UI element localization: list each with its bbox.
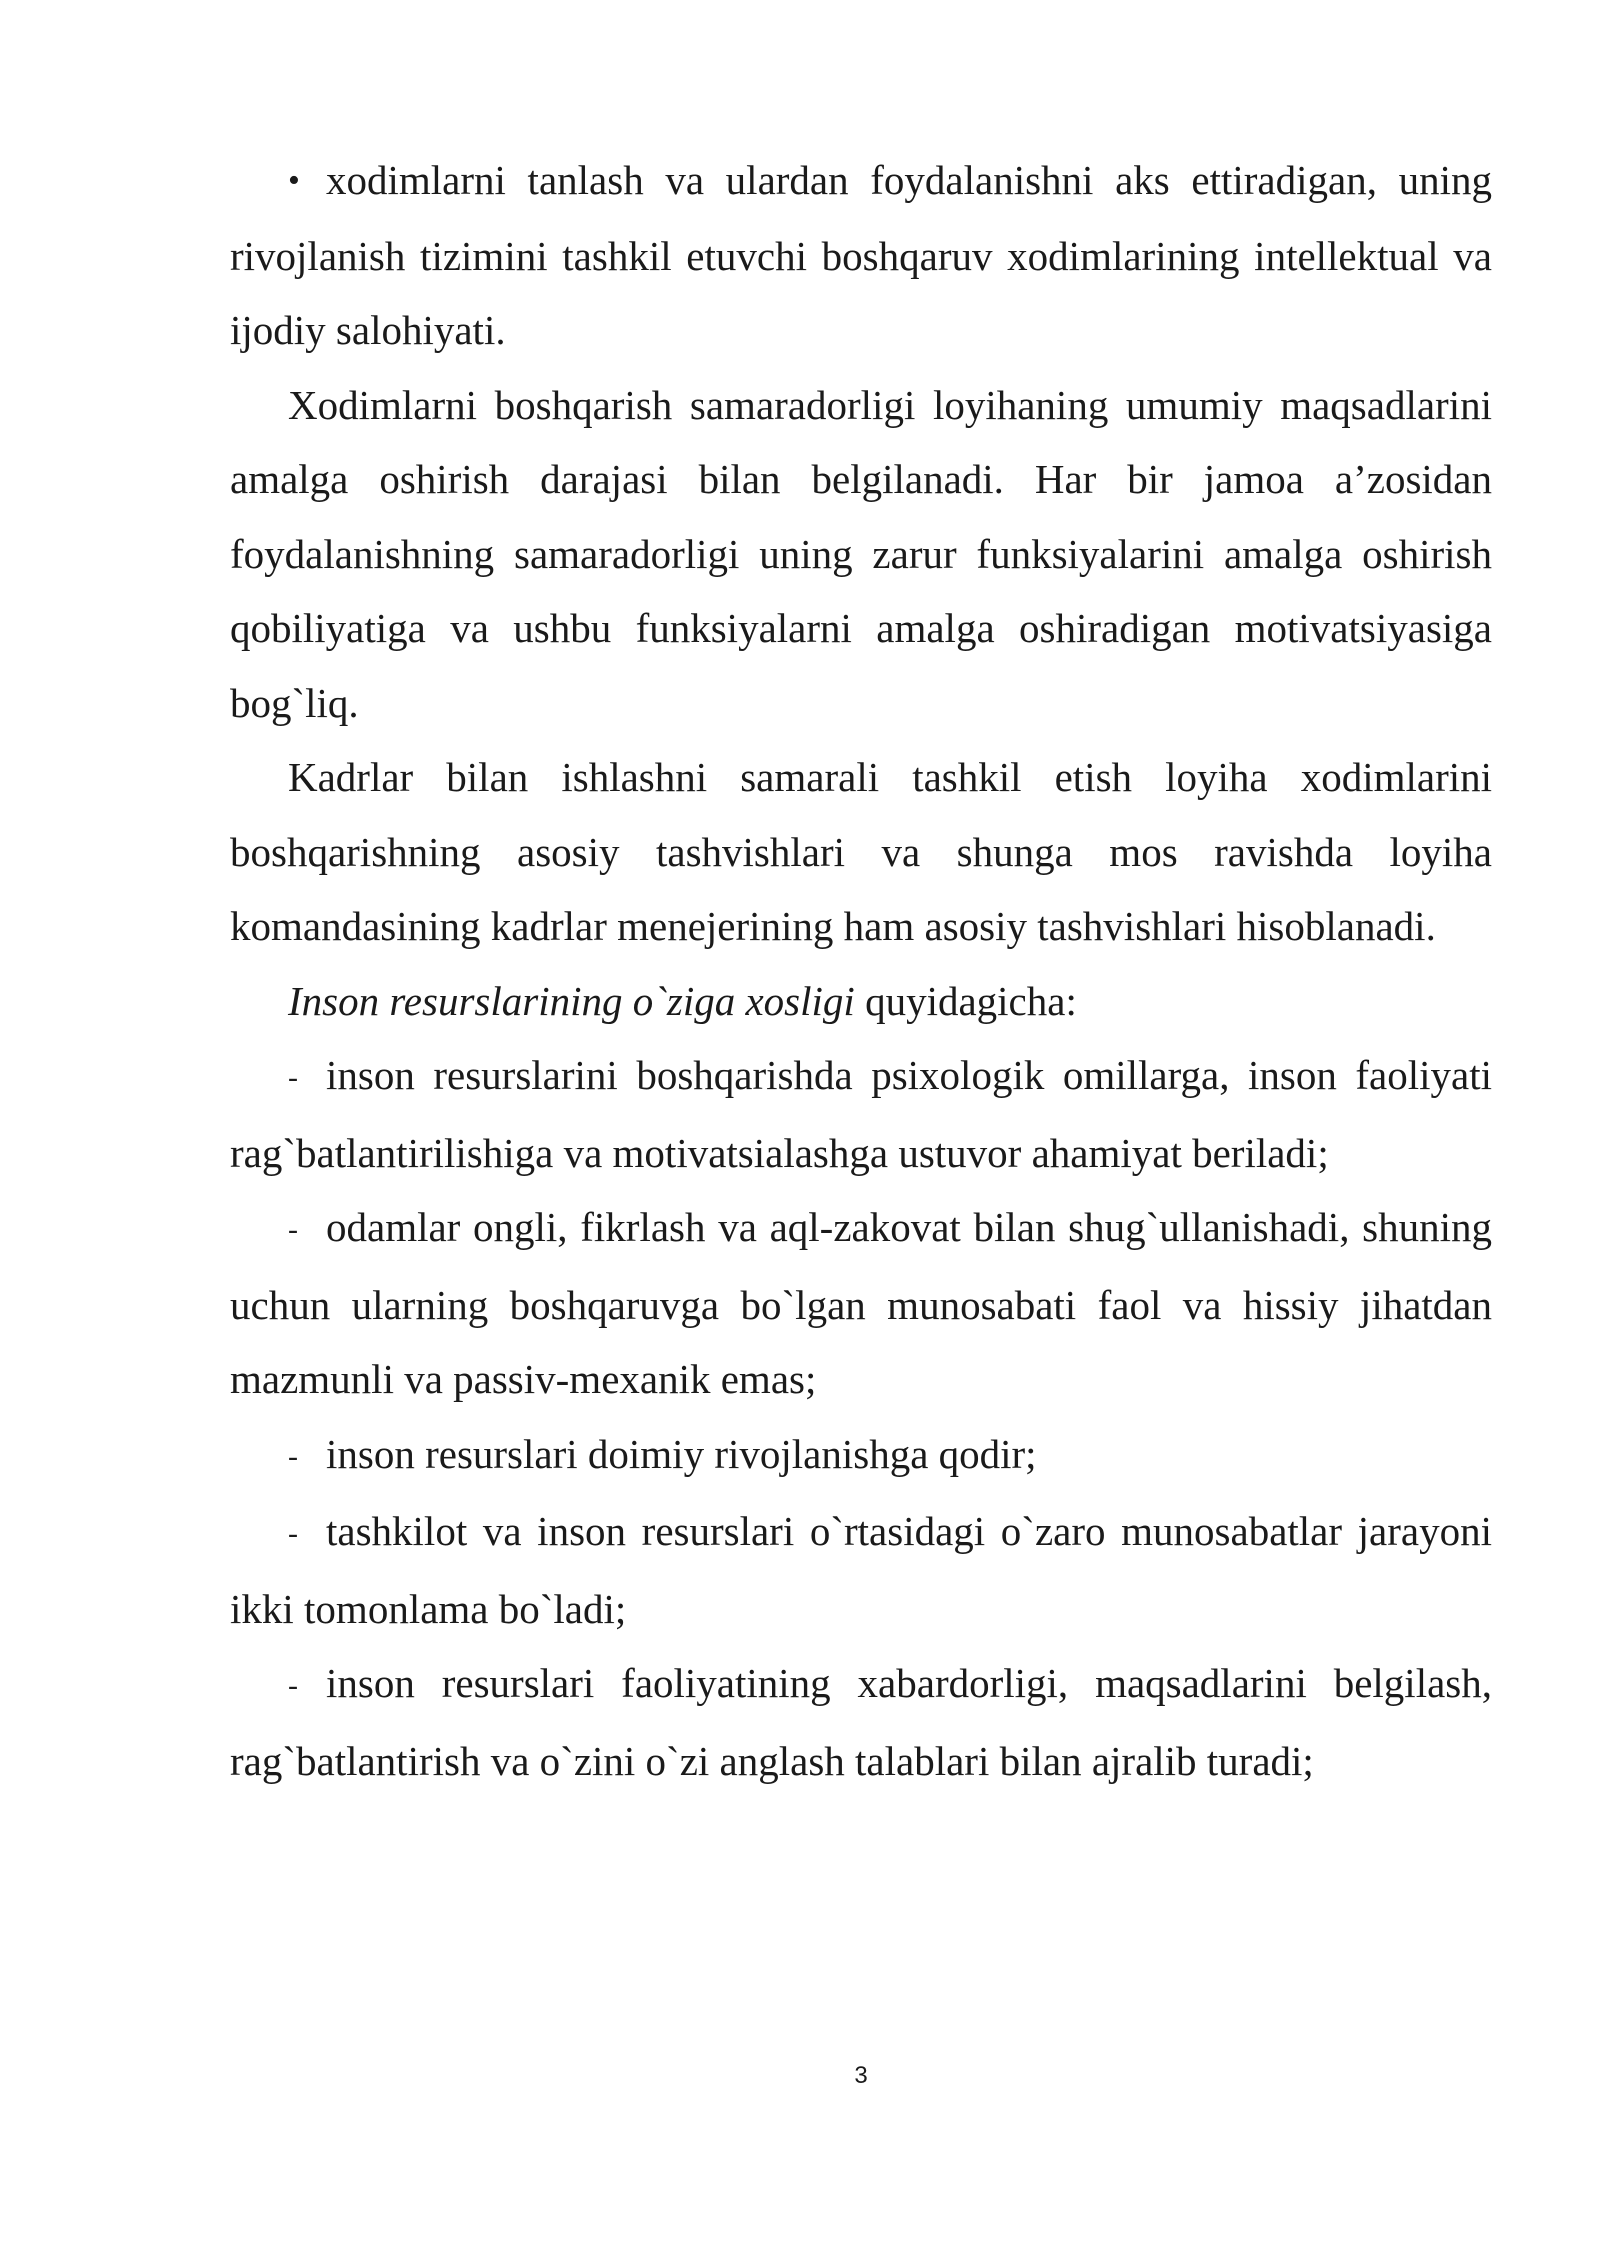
list-item-continuous-development: [230, 1417, 1492, 1495]
paragraph-text: Xodimlarni boshqarish samaradorligi loyihaning umumiy maqsadlarini amalga oshirish darajasi bilan belgilanadi. Har bir jamoa a’zosidan foydalanishning samaradorligi uning zarur funksiyalarini amalga oshirish qobiliyatiga va ushbu funksiyalarni amalga oshiradigan motivatsiyasiga bog`liq.: [230, 381, 1492, 726]
paragraph-text: xodimlarni tanlash va ulardan foydalanishni aks ettiradigan, uning rivojlanish tizimini tashkil etuvchi boshqaruv xodimlarining intellektual va ijodiy salohiyati.: [230, 157, 1492, 353]
list-item-text: inson resurslari doimiy rivojlanishga qodir;: [326, 1430, 1037, 1477]
list-item-text: inson resurslari faoliyatining xabardorligi, maqsadlarini belgilash, rag`batlantirish va o`zini o`zi anglash talablari bilan ajralib turadi;: [230, 1660, 1492, 1784]
paragraph-text: quyidagicha:: [854, 977, 1077, 1024]
list-item-conscious-people: [230, 1190, 1492, 1417]
page-body: [230, 143, 1492, 1798]
list-item-psychological-factors: [230, 1038, 1492, 1190]
italic-term: Inson resurslarining o`ziga xosligi: [288, 977, 855, 1024]
dash-marker: -: [288, 1061, 298, 1094]
paragraph-text: Kadrlar bilan ishlashni samarali tashkil etish loyiha xodimlarini boshqarishning asosiy tashvishlari va shunga mos ravishda loyiha komandasining kadrlar menejerining ham asosiy tashvishlari hisoblanadi.: [230, 754, 1492, 949]
dash-marker: -: [288, 1517, 298, 1550]
page-number: 3: [854, 2062, 868, 2089]
list-item-awareness-requirements: [230, 1646, 1492, 1798]
list-item-two-way-relations: [230, 1494, 1492, 1646]
paragraph-management-efficiency: [230, 368, 1492, 741]
bullet-paragraph-intellectual-potential: [230, 143, 1492, 368]
list-item-text: tashkilot va inson resurslari o`rtasidagi o`zaro munosabatlar jarayoni ikki tomonlama bo`ladi;: [230, 1508, 1492, 1632]
list-item-text: odamlar ongli, fikrlash va aql-zakovat bilan shug`ullanishadi, shuning uchun ularning boshqaruvga bo`lgan munosabati faol va hissiy jihatdan mazmunli va passiv-mexanik emas;: [230, 1204, 1492, 1402]
dash-marker: -: [288, 1669, 298, 1702]
paragraph-personnel-work: [230, 740, 1492, 964]
paragraph-human-resources-features: [230, 964, 1492, 1039]
dash-marker: -: [288, 1213, 298, 1246]
dash-marker: -: [288, 1439, 298, 1473]
list-item-text: inson resurslarini boshqarishda psixologik omillarga, inson faoliyati rag`batlantirilishiga va motivatsialashga ustuvor ahamiyat beriladi;: [230, 1052, 1492, 1176]
bullet-marker: •: [288, 162, 300, 199]
